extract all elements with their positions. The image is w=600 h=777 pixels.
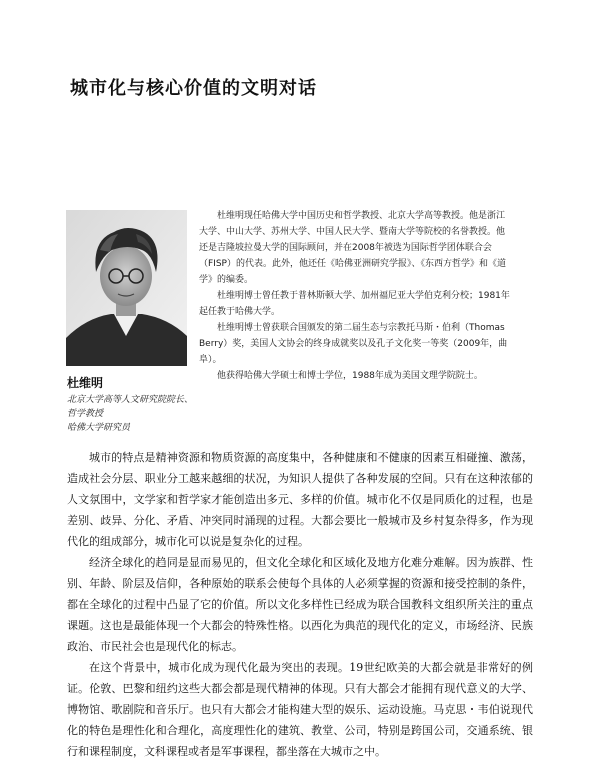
author-roles [67, 393, 193, 435]
body-paragraph: 城市的特点是精神资源和物质资源的高度集中，各种健康和不健康的因素互相碰撞、激荡，造成社会分层、职业分工越来越细的状况，为知识人提供了各种发展的空间。只有在这种浓郁的人文氛围中，文学家和哲学家才能创造出多元、多样的价值。城市化不仅是同质化的过程，也是差别、歧异、分化、矛盾、冲突同时涌现的过程。大都会要比一般城市及乡村复杂得多，作为现代化的组成部分，城市化可以说是复杂化的过程。 [67, 451, 533, 548]
bio-paragraph: 杜维明现任哈佛大学中国历史和哲学教授、北京大学高等教授。他是浙江大学、中山大学、苏州大学、中国人民大学、暨南大学等院校的名誉教授。他还是吉隆坡拉曼大学的国际顾问，并在2008年被选为国际哲学团体联合会（FISP）的代表。此外，他还任《哈佛亚洲研究学报》、《东西方哲学》和《道学》的编委。 [199, 211, 506, 285]
author-bio [199, 208, 511, 384]
bio-paragraph: 他获得哈佛大学硕士和博士学位，1988年成为美国文理学院院士。 [217, 371, 483, 381]
body-paragraph: 在这个背景中，城市化成为现代化最为突出的表现。19世纪欧美的大都会就是非常好的例证。伦敦、巴黎和纽约这些大都会都是现代精神的体现。只有大都会才能拥有现代意义的大学、博物馆、歌剧院和音乐厅。也只有大都会才能构建大型的娱乐、运动设施。马克思・韦伯说现代化的特色是理性化和合理化，高度理性化的建筑、教堂、公司，特别是跨国公司，交通系统、银行和课程制度，文科课程或者是军事课程，都坐落在大城市之中。 [67, 661, 533, 758]
author-role: 北京大学高等人文研究院院长、 [67, 395, 194, 405]
author-role: 哈佛大学研究员 [67, 423, 131, 433]
author-photo [66, 210, 187, 366]
author-role: 哲学教授 [67, 409, 104, 419]
body-paragraph: 经济全球化的趋同是显而易见的，但文化全球化和区域化及地方化难分难解。因为族群、性别、年龄、阶层及信仰，各种原始的联系会使每个具体的人必须掌握的资源和接受控制的条件，都在全球化的过程中凸显了它的价值。所以文化多样性已经成为联合国教科文组织所关注的重点课题。这也是最能体现一个大都会的特殊性格。以西化为典范的现代化的定义，市场经济、民族政治、市民社会也是现代化的标志。 [67, 556, 533, 653]
bio-paragraph: 杜维明博士曾获联合国颁发的第二届生态与宗教托马斯・伯利（Thomas Berry）奖，美国人文协会的终身成就奖以及孔子文化奖一等奖（2009年，曲阜）。 [199, 323, 508, 365]
author-name: 杜维明 [67, 376, 104, 390]
article-body [67, 447, 533, 762]
bio-paragraph: 杜维明博士曾任教于普林斯顿大学、加州福尼亚大学伯克利分校；1981年起任教于哈佛大学。 [199, 291, 510, 317]
portrait-photo-icon [66, 210, 187, 366]
article-title: 城市化与核心价值的文明对话 [70, 78, 317, 99]
